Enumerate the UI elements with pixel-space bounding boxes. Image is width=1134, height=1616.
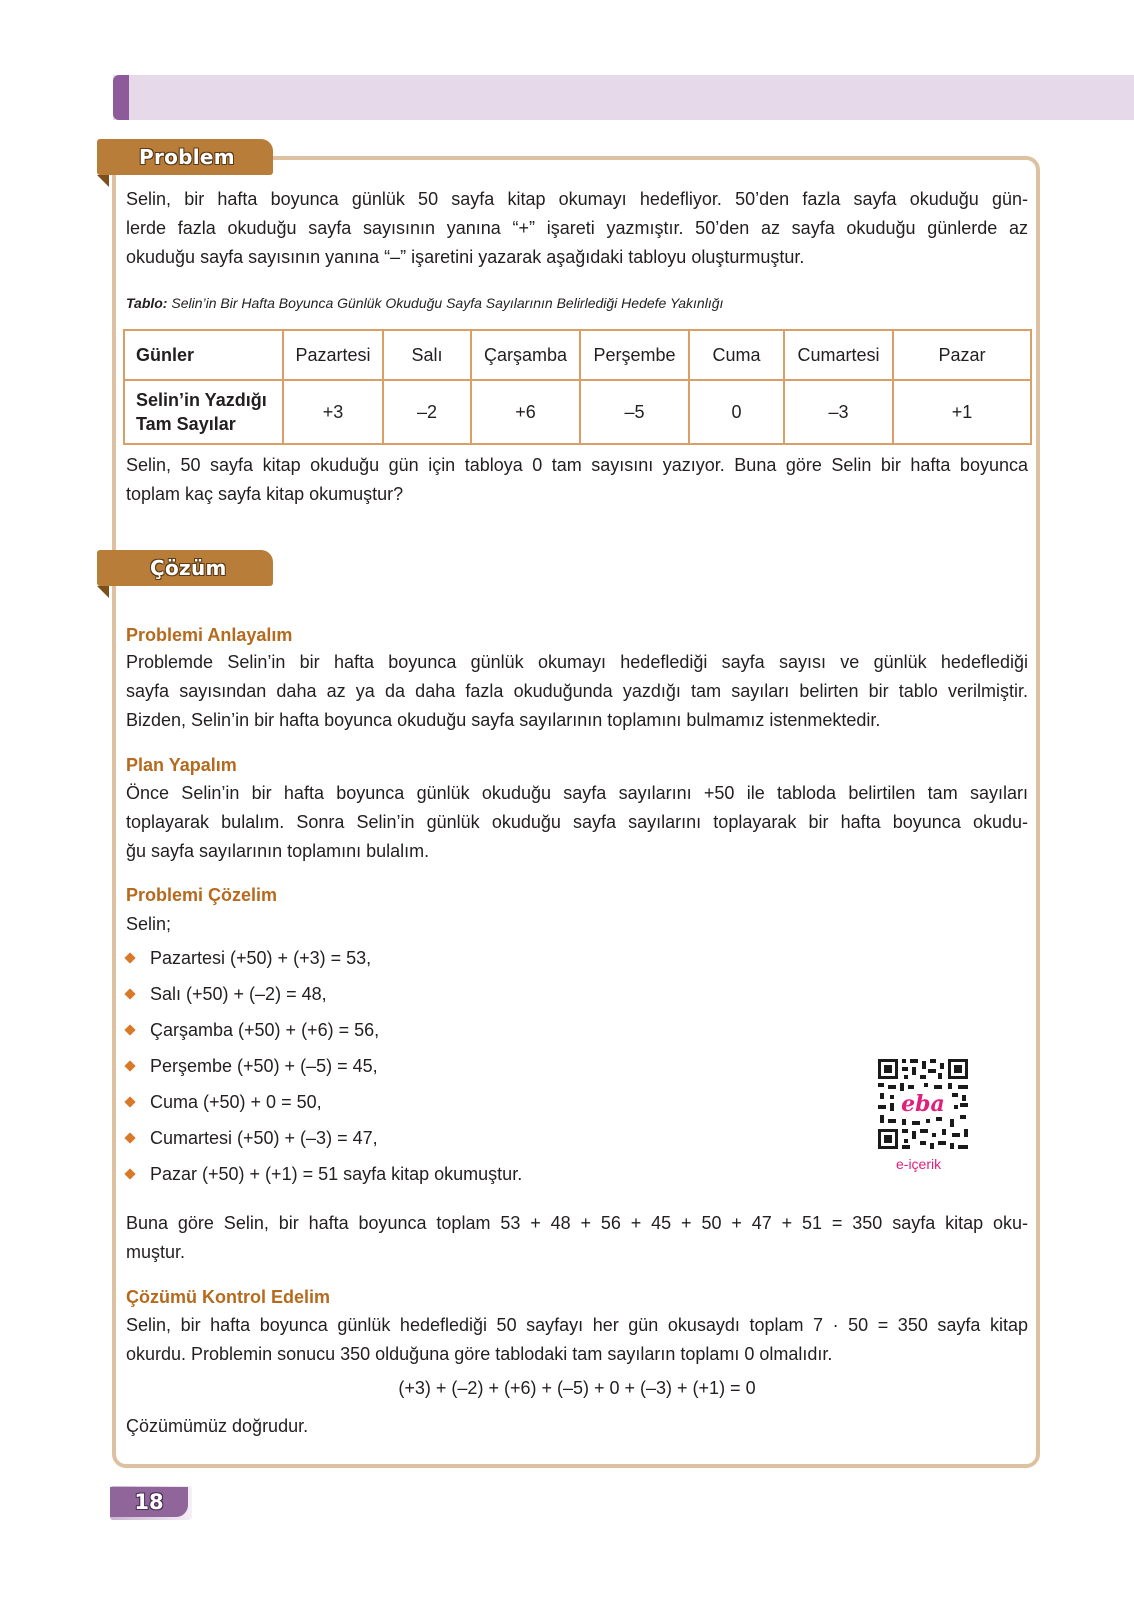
- problem-tab-fold: [97, 175, 109, 187]
- plan-line-1: Önce Selin’in bir hafta boyunca günlük okuduğu sayfa sayılarını +50 ile tabloda belirtilen tam sayıları: [126, 783, 1028, 803]
- table-value: +1: [893, 380, 1031, 444]
- problem-tab-label: Problem: [139, 145, 235, 169]
- result-line-2: muştur.: [126, 1242, 186, 1262]
- solution-tab-fold: [97, 586, 109, 598]
- understand-line-1: Problemde Selin’in bir hafta boyunca günlük okumayı hedeflediği sayfa sayısı ve günlük hedeflediği: [126, 652, 1028, 672]
- table-row-label-2: Tam Sayılar: [136, 414, 236, 434]
- table-row-days: [124, 330, 1031, 380]
- list-item: Pazartesi (+50) + (+3) = 53,: [126, 945, 371, 971]
- e-icerik-label[interactable]: e-içerik: [896, 1156, 942, 1172]
- table-day: Çarşamba: [471, 330, 580, 380]
- understand-line-3: Bizden, Selin’in bir hafta boyunca okuduğu sayfa sayılarının toplamını bulmamız istenmektedir.: [126, 710, 881, 730]
- table-caption: [126, 295, 723, 311]
- bullet-icon: [124, 1060, 135, 1071]
- problem-line-3: okuduğu sayfa sayısının yanına “–” işaretini yazarak aşağıdaki tabloyu oluşturmuştur.: [126, 247, 805, 267]
- table-day: Cumartesi: [784, 330, 893, 380]
- table-value: +3: [283, 380, 383, 444]
- table-day: Perşembe: [580, 330, 689, 380]
- top-band-accent: [113, 75, 129, 120]
- table-day: Cuma: [689, 330, 784, 380]
- table-day: Pazartesi: [283, 330, 383, 380]
- question-line-2: toplam kaç sayfa kitap okumuştur?: [126, 484, 404, 504]
- plan-line-3: ğu sayfa sayılarının toplamını bulalım.: [126, 841, 430, 861]
- bullet-icon: [124, 1168, 135, 1179]
- plan-heading: Plan Yapalım: [126, 755, 237, 775]
- bullet-icon: [124, 1096, 135, 1107]
- check-line-2: okurdu. Problemin sonucu 350 olduğuna göre tablodaki tam sayıların toplamı 0 olmalıdır.: [126, 1344, 833, 1364]
- table-header-label: Günler: [124, 330, 283, 380]
- plan-line-2: toplayarak bulalım. Sonra Selin’in günlük okuduğu sayfa sayılarını toplayarak bir hafta boyunca okudu-: [126, 812, 1028, 832]
- table-caption-text: Selin’in Bir Hafta Boyunca Günlük Okuduğu Sayfa Sayılarının Belirlediği Hedefe Yakınlığı: [167, 295, 724, 311]
- list-item: Cumartesi (+50) + (–3) = 47,: [126, 1125, 378, 1151]
- list-item: Perşembe (+50) + (–5) = 45,: [126, 1053, 378, 1079]
- data-table: [123, 329, 1032, 445]
- table-day: Pazar: [893, 330, 1031, 380]
- table-day: Salı: [383, 330, 471, 380]
- table-value: –2: [383, 380, 471, 444]
- bullet-icon: [124, 1024, 135, 1035]
- bullet-icon: [124, 988, 135, 999]
- understand-line-2: sayfa sayısından daha az ya da daha fazla okuduğunda yazdığı tam sayıları belirten bir tablo verilmiştir.: [126, 681, 1028, 701]
- table-row-label: [124, 380, 283, 444]
- qr-logo-text: eba: [901, 1091, 945, 1117]
- check-line-1: Selin, bir hafta boyunca günlük hedeflediği 50 sayfayı her gün okusaydı toplam 7 · 50 = 350 sayfa kitap: [126, 1315, 1028, 1335]
- check-conclusion: Çözümümüz doğrudur.: [126, 1416, 309, 1436]
- table-value: 0: [689, 380, 784, 444]
- table-value: +6: [471, 380, 580, 444]
- result-line-1: Buna göre Selin, bir hafta boyunca toplam 53 + 48 + 56 + 45 + 50 + 47 + 51 = 350 sayfa kitap oku-: [126, 1213, 1028, 1233]
- table-value: –3: [784, 380, 893, 444]
- check-heading: Çözümü Kontrol Edelim: [126, 1287, 330, 1307]
- understand-heading: Problemi Anlayalım: [126, 625, 293, 645]
- table-value: –5: [580, 380, 689, 444]
- problem-line-2: lerde fazla okuduğu sayfa sayısının yanına “+” işareti yazmıştır. 50’den az sayfa okuduğu günlerde az: [126, 218, 1028, 238]
- problem-line-1: Selin, bir hafta boyunca günlük 50 sayfa kitap okumayı hedefliyor. 50’den fazla sayfa okuduğu gün-: [126, 189, 1028, 209]
- table-caption-label: Tablo:: [126, 295, 168, 311]
- list-item: Çarşamba (+50) + (+6) = 56,: [126, 1017, 379, 1043]
- list-item: Salı (+50) + (–2) = 48,: [126, 981, 327, 1007]
- top-band: [113, 75, 1134, 120]
- table-row-values: [124, 380, 1031, 444]
- qr-code-icon[interactable]: [876, 1057, 970, 1151]
- page-number: 18: [110, 1487, 188, 1517]
- solution-tab-label: Çözüm: [150, 556, 227, 580]
- check-equation: (+3) + (–2) + (+6) + (–5) + 0 + (–3) + (+1) = 0: [398, 1378, 756, 1398]
- list-item: Cuma (+50) + 0 = 50,: [126, 1089, 322, 1115]
- bullet-icon: [124, 1132, 135, 1143]
- table-row-label-1: Selin’in Yazdığı: [136, 390, 267, 410]
- solve-heading: Problemi Çözelim: [126, 885, 278, 905]
- list-item: Pazar (+50) + (+1) = 51 sayfa kitap okumuştur.: [126, 1161, 522, 1187]
- question-line-1: Selin, 50 sayfa kitap okuduğu gün için tabloya 0 tam sayısını yazıyor. Buna göre Selin bir hafta boyunca: [126, 455, 1028, 475]
- bullet-icon: [124, 952, 135, 963]
- solve-intro: Selin;: [126, 914, 172, 934]
